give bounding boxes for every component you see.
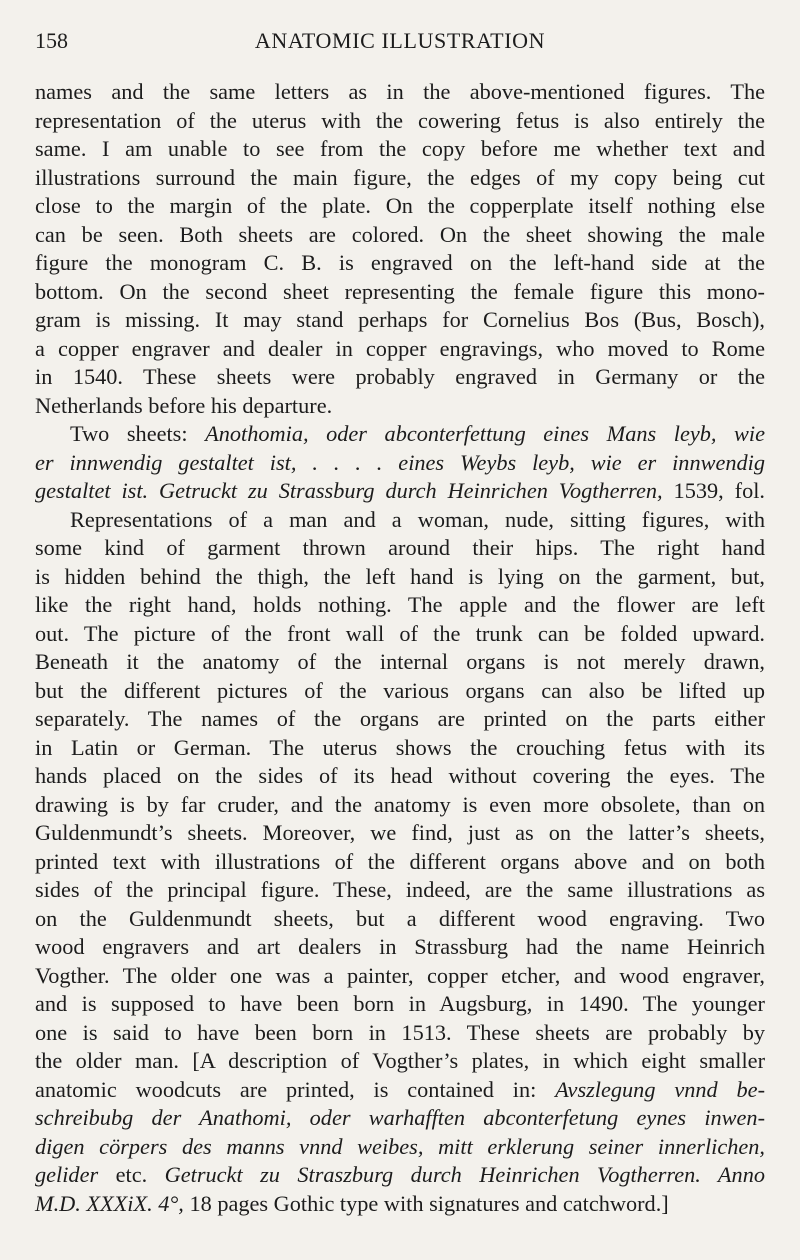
italic-text: Anothomia, oder abconterfettung eines Mans leyb, wie	[205, 421, 765, 446]
text-segment: illustrations surround the main figure, the edges of my copy being cut	[35, 164, 765, 190]
text-line	[35, 449, 765, 478]
text-line	[35, 221, 765, 250]
text-line	[35, 962, 765, 991]
text-segment: Beneath it the anatomy of the internal organs is not merely drawn,	[35, 649, 765, 674]
text-segment: the older man. [A description of Vogther’s plates, in which eight smaller	[35, 1048, 765, 1073]
text-line	[35, 335, 765, 364]
italic-text: Avszlegung vnnd be-	[555, 1076, 765, 1102]
text-line	[35, 933, 765, 962]
text-line	[35, 1161, 765, 1190]
text-line	[35, 1047, 765, 1076]
text-segment: Two sheets:	[70, 421, 206, 446]
text-line	[35, 363, 765, 392]
page-number: 158	[35, 28, 68, 53]
body-text	[35, 78, 765, 1218]
text-segment: is hidden behind the thigh, the left hand is lying on the garment, but,	[35, 563, 765, 589]
text-segment: names and the same letters as in the above-mentioned figures. The	[35, 79, 765, 104]
text-line	[35, 905, 765, 934]
text-segment: hands placed on the sides of its head without covering the eyes. The	[35, 763, 765, 788]
text-line	[35, 78, 765, 107]
text-line	[35, 591, 765, 620]
text-segment: in Latin or German. The uterus shows the crouching fetus with its	[35, 734, 765, 760]
text-line	[35, 278, 765, 307]
italic-text: M.D. XXXiX. 4°,	[35, 1190, 184, 1216]
text-segment: gram is missing. It may stand perhaps for Cornelius Bos (Bus, Bosch),	[35, 307, 765, 332]
italic-text: gestaltet ist. Getruckt zu Strassburg durch Heinrichen Vogtherren,	[35, 478, 663, 503]
text-segment: in 1540. These sheets were probably engraved in Germany or the	[35, 364, 765, 389]
italic-text: er innwendig gestaltet ist, . . . . eines Weybs leyb, wie er innwendig	[35, 449, 765, 475]
text-segment: a copper engraver and dealer in copper engravings, who moved to Rome	[35, 335, 765, 361]
text-segment: and is supposed to have been born in Augsburg, in 1490. The younger	[35, 991, 765, 1016]
text-line	[35, 876, 765, 905]
text-line	[35, 392, 765, 421]
italic-text: gelider	[35, 1162, 99, 1187]
page-header	[35, 28, 765, 58]
text-segment: wood engravers and art dealers in Strassburg had the name Heinrich	[35, 934, 765, 959]
text-segment: printed text with illustrations of the different organs above and on both	[35, 848, 765, 874]
text-segment: Guldenmundt’s sheets. Moreover, we find, just as on the latter’s sheets,	[35, 820, 765, 845]
text-segment: drawing is by far cruder, and the anatomy is even more obsolete, than on	[35, 791, 765, 817]
text-segment: 1539, fol.	[662, 478, 765, 503]
text-line	[35, 135, 765, 164]
text-segment: Vogther. The older one was a painter, copper etcher, and wood engraver,	[35, 962, 765, 988]
text-segment: on the Guldenmundt sheets, but a different wood engraving. Two	[35, 905, 765, 931]
text-segment: out. The picture of the front wall of the trunk can be folded upward.	[35, 620, 765, 646]
text-segment: close to the margin of the plate. On the copperplate itself nothing else	[35, 193, 765, 218]
text-line	[35, 1190, 765, 1219]
text-segment: one is said to have been born in 1513. These sheets are probably by	[35, 1019, 765, 1045]
text-line	[35, 506, 765, 535]
text-segment: representation of the uterus with the cowering fetus is also entirely the	[35, 107, 765, 133]
text-line	[35, 677, 765, 706]
text-line	[35, 848, 765, 877]
text-line	[35, 1133, 765, 1162]
text-segment: like the right hand, holds nothing. The apple and the flower are left	[35, 592, 765, 617]
text-segment: same. I am unable to see from the copy before me whether text and	[35, 136, 765, 161]
text-segment: anatomic woodcuts are printed, is contained in:	[35, 1076, 556, 1102]
text-line	[35, 306, 765, 335]
text-segment: Netherlands before his departure.	[35, 392, 333, 418]
text-segment: etc.	[98, 1162, 165, 1187]
text-line	[35, 249, 765, 278]
text-line	[35, 1019, 765, 1048]
text-line	[35, 648, 765, 677]
text-segment: sides of the principal figure. These, indeed, are the same illustrations as	[35, 877, 765, 902]
text-line	[35, 734, 765, 763]
text-segment: bottom. On the second sheet representing the female figure this mono-	[35, 278, 765, 304]
text-line	[35, 1076, 765, 1105]
text-segment: separately. The names of the organs are printed on the parts either	[35, 706, 765, 731]
text-line	[35, 762, 765, 791]
italic-text: schreibubg der Anathomi, oder warhafften abconterfetung eynes inwen-	[35, 1105, 765, 1130]
text-segment: can be seen. Both sheets are colored. On the sheet showing the male	[35, 221, 765, 247]
text-line	[35, 1104, 765, 1133]
text-segment: 18 pages Gothic type with signatures and catchword.]	[183, 1190, 669, 1216]
text-line	[35, 477, 765, 506]
running-head: ANATOMIC ILLUSTRATION	[254, 28, 546, 53]
text-line	[35, 107, 765, 136]
text-line	[35, 164, 765, 193]
text-line	[35, 192, 765, 221]
text-segment: Representations of a man and a woman, nude, sitting figures, with	[70, 506, 765, 532]
italic-text: Getruckt zu Straszburg durch Heinrichen Vogtherren. Anno	[164, 1162, 765, 1187]
text-line	[35, 620, 765, 649]
text-segment: some kind of garment thrown around their hips. The right hand	[35, 535, 765, 560]
text-line	[35, 534, 765, 563]
text-segment: figure the monogram C. B. is engraved on the left-hand side at the	[35, 250, 765, 275]
text-segment: but the different pictures of the various organs can also be lifted up	[35, 677, 765, 703]
text-line	[35, 990, 765, 1019]
text-line	[35, 791, 765, 820]
italic-text: digen cörpers des manns vnnd weibes, mitt erklerung seiner innerlichen,	[35, 1133, 765, 1159]
text-line	[35, 563, 765, 592]
text-line	[35, 705, 765, 734]
text-line	[35, 420, 765, 449]
text-line	[35, 819, 765, 848]
